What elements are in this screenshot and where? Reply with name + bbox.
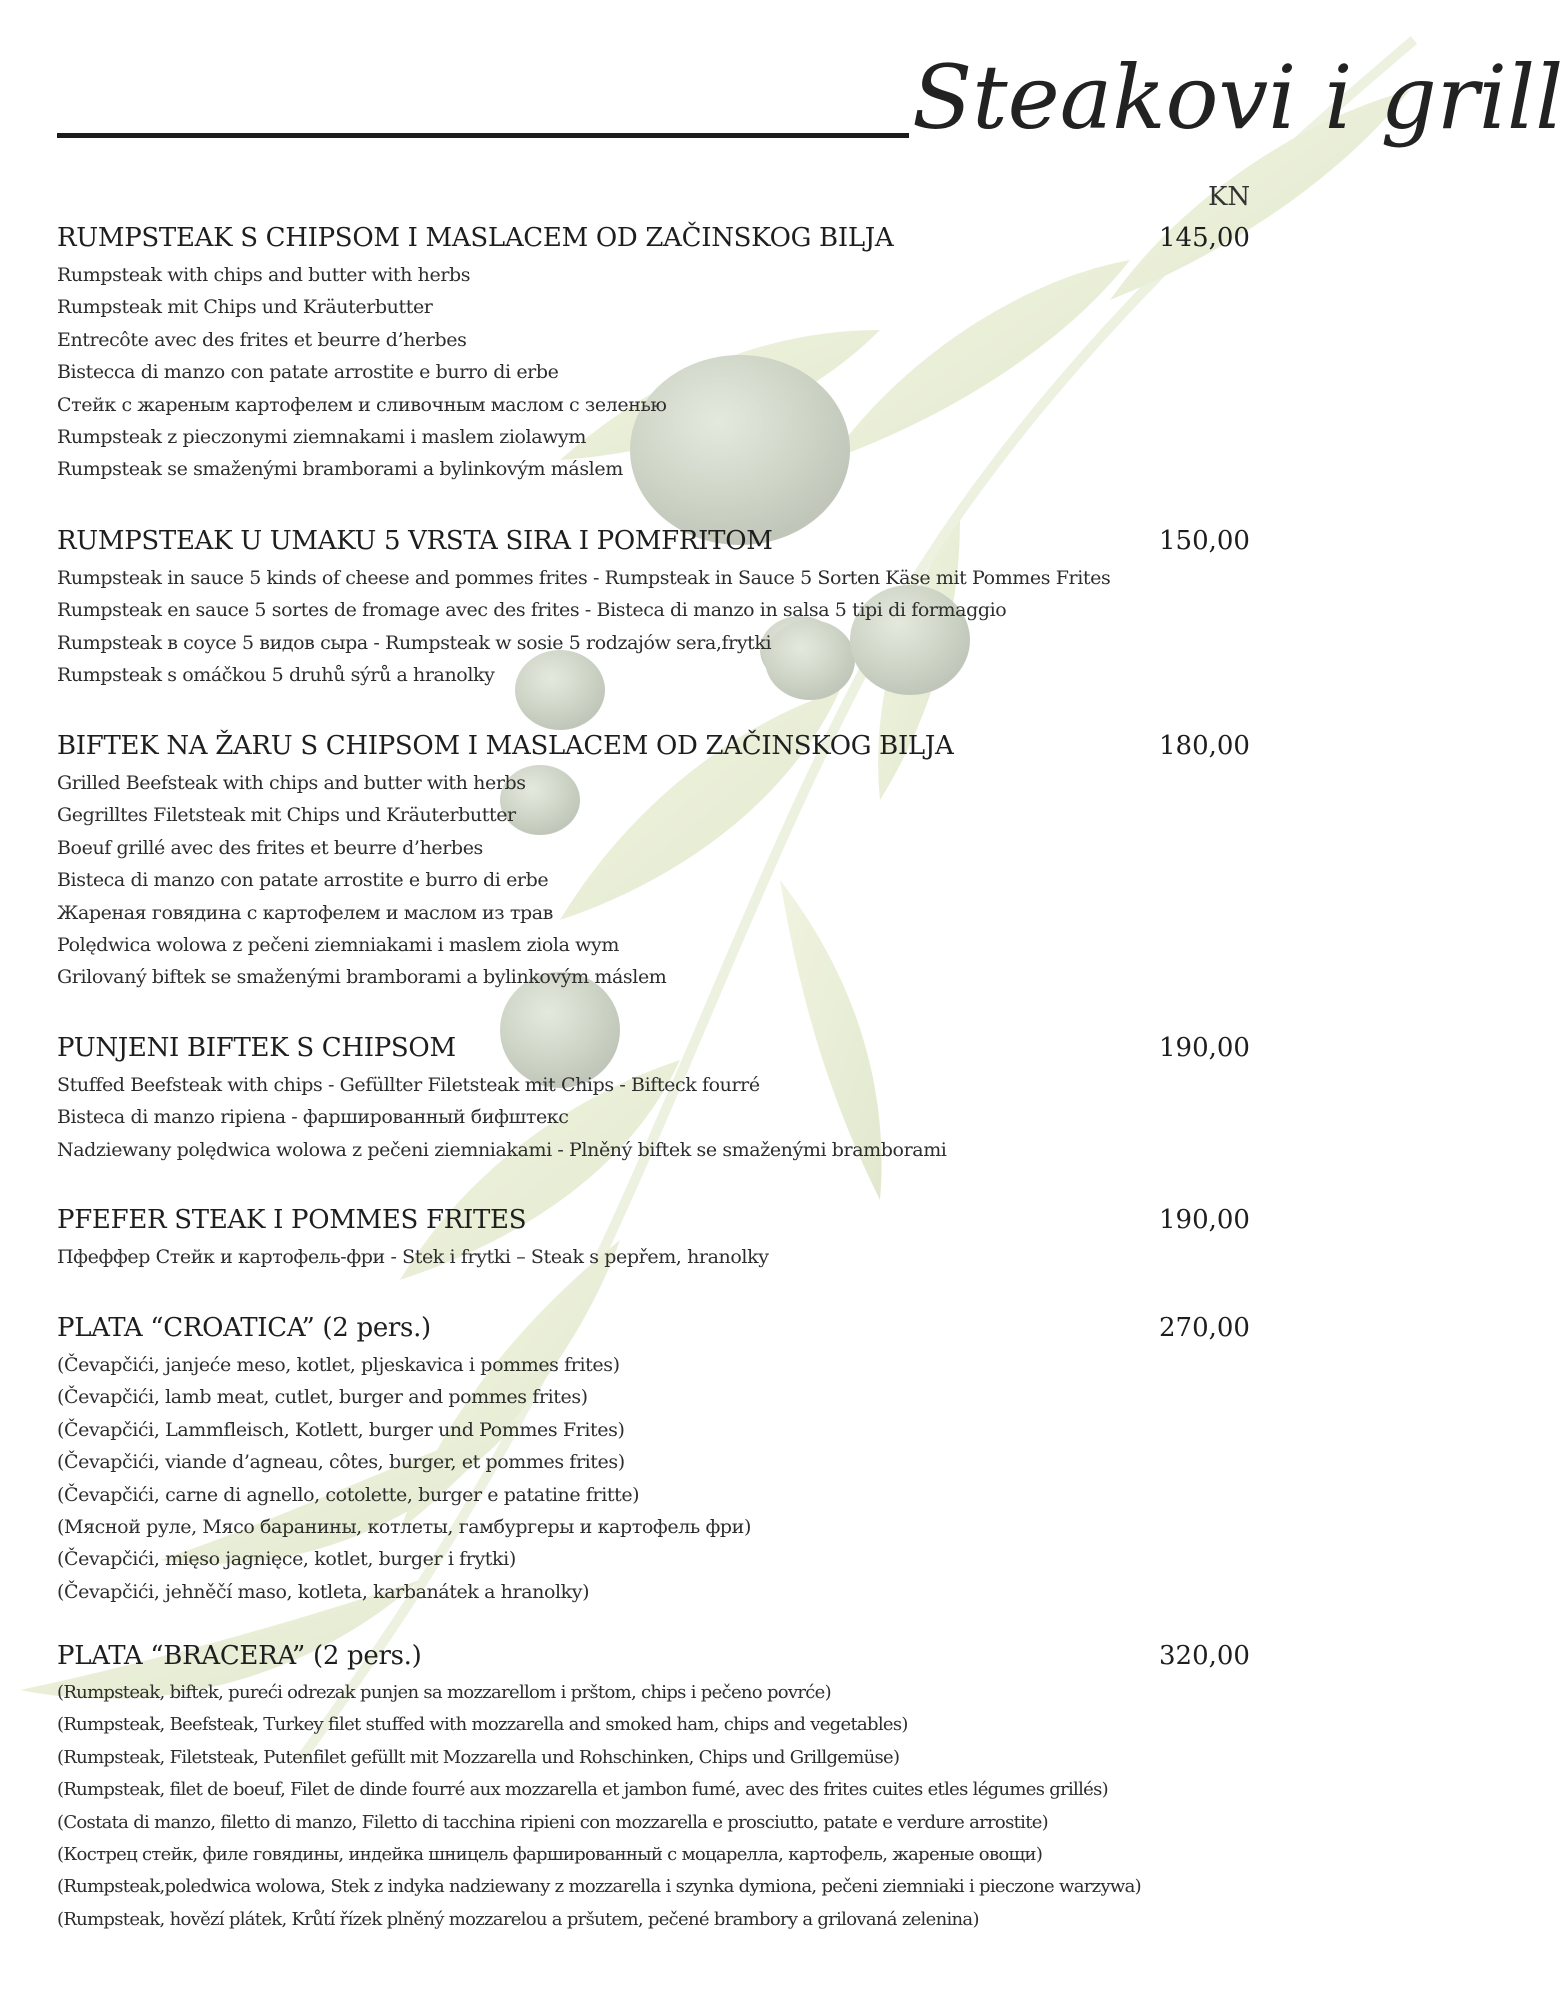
- description-line: (Rumpsteak, Filetsteak, Putenfilet gefüllt mit Mozzarella und Rohschinken, Chips und Grillgemüse): [57, 1746, 900, 1768]
- menu-item: [57, 1029, 1347, 1166]
- description-line: (Мясной руле, Мясо баранины, котлеты, гамбургеры и картофель фри): [57, 1516, 751, 1539]
- item-description: [57, 562, 1347, 692]
- description-line: Rumpsteak mit Chips und Kräuterbutter: [57, 296, 433, 319]
- description-line: Пфеффер Стейк и картофель-фри - Stek i frytki – Steak s pepřem, hranolky: [57, 1246, 769, 1268]
- description-line: Rumpsteak with chips and butter with herbs: [57, 264, 471, 286]
- description-line: Bistecca di manzo con patate arrostite e burro di erbe: [57, 361, 559, 384]
- description-line: Bisteca di manzo ripiena - фаршированный бифштекс: [57, 1106, 569, 1129]
- header-rule: [57, 133, 909, 138]
- menu-item: [57, 1201, 1347, 1273]
- description-line: Gegrilltes Filetsteak mit Chips und Kräuterbutter: [57, 804, 516, 827]
- description-line: (Čevapčići, Lammfleisch, Kotlett, burger und Pommes Frites): [57, 1418, 625, 1441]
- description-line: (Кострец стейк, филе говядины, индейка шницель фаршированный с моцарелла, картофель, жареные овощи): [57, 1844, 1043, 1866]
- item-name: PFEFER STEAK I POMMES FRITES: [57, 1205, 527, 1235]
- item-price: 190,00: [1159, 1205, 1250, 1235]
- description-line: Rumpsteak se smaženými bramborami a bylinkovým máslem: [57, 458, 623, 481]
- item-price: 150,00: [1159, 526, 1250, 556]
- item-price: 145,00: [1159, 223, 1250, 253]
- page-title: Steakovi i grill: [912, 46, 1563, 149]
- item-description: [57, 1677, 1347, 1936]
- menu-item: [57, 727, 1347, 994]
- menu-item: [57, 522, 1347, 692]
- item-price: 270,00: [1159, 1313, 1250, 1343]
- item-description: [57, 1349, 1347, 1608]
- item-description: [57, 767, 1347, 994]
- description-line: (Čevapčići, carne di agnello, cotolette, burger e patatine fritte): [57, 1483, 640, 1506]
- item-price: 180,00: [1159, 731, 1250, 761]
- description-line: Rumpsteak in sauce 5 kinds of cheese and pommes frites - Rumpsteak in Sauce 5 Sorten Käse mit Pommes Frites: [57, 567, 1111, 589]
- description-line: (Čevapčići, jehněčí maso, kotleta, karbanátek a hranolky): [57, 1580, 590, 1603]
- currency-label: KN: [1208, 182, 1251, 212]
- description-line: (Costata di manzo, filetto di manzo, Filetto di tacchina ripieni con mozzarella e prosciutto, patate e verdure arrostite): [57, 1811, 1049, 1833]
- description-line: Entrecôte avec des frites et beurre d’herbes: [57, 328, 467, 351]
- description-line: (Rumpsteak,poledwica wolowa, Stek z indyka nadziewany z mozzarella i szynka dymiona, pečeni ziemniaki i pieczone warzywa): [57, 1876, 1141, 1898]
- description-line: Grilovaný biftek se smaženými bramborami a bylinkovým máslem: [57, 966, 667, 989]
- item-name: RUMPSTEAK S CHIPSOM I MASLACEM OD ZAČINSKOG BILJA: [57, 223, 894, 253]
- menu-item: [57, 1309, 1347, 1608]
- description-line: Boeuf grillé avec des frites et beurre d’herbes: [57, 836, 483, 859]
- item-name: BIFTEK NA ŽARU S CHIPSOM I MASLACEM OD ZAČINSKOG BILJA: [57, 731, 954, 761]
- item-name: RUMPSTEAK U UMAKU 5 VRSTA SIRA I POMFRITOM: [57, 526, 773, 556]
- item-price: 190,00: [1159, 1033, 1250, 1063]
- item-price: 320,00: [1159, 1641, 1250, 1671]
- description-line: (Čevapčići, viande d’agneau, côtes, burger, et pommes frites): [57, 1451, 625, 1474]
- description-line: (Čevapčići, janjeće meso, kotlet, pljeskavica i pommes frites): [57, 1354, 620, 1376]
- description-line: Grilled Beefsteak with chips and butter with herbs: [57, 772, 526, 794]
- description-line: (Rumpsteak, Beefsteak, Turkey filet stuffed with mozzarella and smoked ham, chips and vegetables): [57, 1714, 908, 1736]
- item-name: PLATA “BRACERA” (2 pers.): [57, 1641, 422, 1671]
- description-line: (Rumpsteak, biftek, pureći odrezak punjen sa mozzarellom i prštom, chips i pečeno povrće): [57, 1682, 831, 1703]
- description-line: Rumpsteak в соусе 5 видов сыра - Rumpsteak w sosie 5 rodzajów sera,frytki: [57, 631, 772, 654]
- description-line: Bisteca di manzo con patate arrostite e burro di erbe: [57, 869, 549, 892]
- description-line: (Rumpsteak, hovězí plátek, Krůtí řízek plněný mozzarelou a pršutem, pečené brambory a grilovaná zelenina): [57, 1908, 979, 1930]
- description-line: Rumpsteak en sauce 5 sortes de fromage avec des frites - Bisteca di manzo in salsa 5 tipi di formaggio: [57, 599, 1007, 622]
- description-line: Rumpsteak z pieczonymi ziemnakami i maslem ziolawym: [57, 426, 586, 449]
- menu-item: [57, 219, 1347, 486]
- menu-item: [57, 1637, 1347, 1936]
- item-description: [57, 259, 1347, 486]
- item-name: PUNJENI BIFTEK S CHIPSOM: [57, 1033, 456, 1063]
- description-line: (Čevapčići, lamb meat, cutlet, burger and pommes frites): [57, 1386, 588, 1409]
- description-line: Stuffed Beefsteak with chips - Gefüllter Filetsteak mit Chips - Bifteck fourré: [57, 1074, 760, 1096]
- description-line: Жареная говядина с картофелем и маслом из трав: [57, 901, 553, 924]
- description-line: Стейк с жареным картофелем и сливочным маслом с зеленью: [57, 393, 667, 416]
- description-line: (Rumpsteak, filet de boeuf, Filet de dinde fourré aux mozzarella et jambon fumé, avec des frites cuites etles légumes grillés): [57, 1779, 1108, 1801]
- description-line: (Čevapčići, mięso jagnięce, kotlet, burger i frytki): [57, 1548, 516, 1571]
- description-line: Polędwica wolowa z pečeni ziemniakami i maslem ziola wym: [57, 934, 619, 957]
- description-line: Rumpsteak s omáčkou 5 druhů sýrů a hranolky: [57, 664, 495, 687]
- item-name: PLATA “CROATICA” (2 pers.): [57, 1313, 431, 1343]
- item-description: [57, 1241, 1347, 1273]
- description-line: Nadziewany polędwica wolowa z pečeni ziemniakami - Plněný biftek se smaženými bramborami: [57, 1138, 947, 1161]
- item-description: [57, 1069, 1347, 1166]
